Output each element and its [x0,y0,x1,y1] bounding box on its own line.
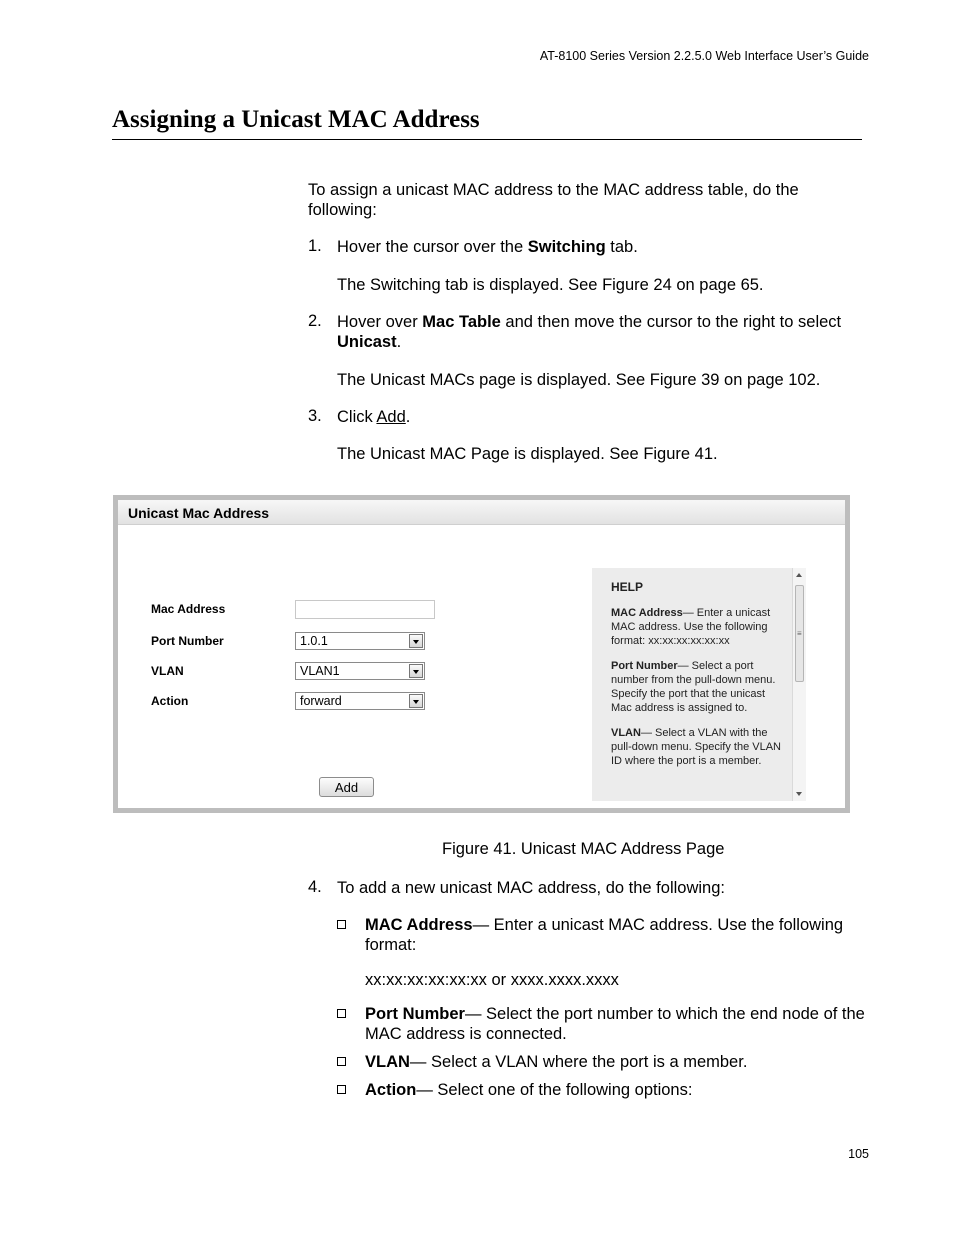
grip-icon: ≡ [797,629,802,638]
running-header: AT-8100 Series Version 2.2.5.0 Web Interface User’s Guide [539,49,869,63]
port-number-value: 1.0.1 [300,634,328,648]
step-2-number: 2. [308,312,322,330]
mac-format: xx:xx:xx:xx:xx:xx or xxxx.xxxx.xxxx [365,971,619,989]
step-1-number: 1. [308,237,322,255]
vlan-value: VLAN1 [300,664,340,678]
step-3-result: The Unicast MAC Page is displayed. See Figure 41. [337,445,718,463]
help-scrollbar[interactable] [792,568,806,801]
switching-term: Switching [527,238,606,256]
checkbox-bullet-icon [337,1009,346,1018]
action-value: forward [300,694,342,708]
bullet-vlan: VLAN— Select a VLAN where the port is a member. [365,1053,748,1071]
unicast-term: Unicast [337,333,397,351]
help-vlan: VLAN— Select a VLAN with the pull-down menu. Specify the VLAN ID where the port is a member. [611,727,781,767]
panel-header [118,500,845,525]
chevron-down-icon[interactable] [409,664,423,678]
figure-caption: Figure 41. Unicast MAC Address Page [442,840,725,858]
section-title: Assigning a Unicast MAC Address [112,106,480,133]
port-number-select[interactable] [295,632,425,650]
vlan-label: VLAN [151,664,184,678]
step-3-number: 3. [308,407,322,425]
scroll-down-arrow-icon[interactable] [796,792,802,796]
action-label: Action [151,694,189,708]
chevron-down-icon[interactable] [409,694,423,708]
mac-address-label: Mac Address [151,602,226,616]
bullet-mac-address: MAC Address— Enter a unicast MAC address. Use the following format: [365,916,844,954]
add-button[interactable]: Add [319,777,374,797]
checkbox-bullet-icon [337,1085,346,1094]
figure-screenshot [113,495,850,813]
scroll-up-arrow-icon[interactable] [796,573,802,577]
vlan-select[interactable] [295,662,425,680]
checkbox-bullet-icon [337,920,346,929]
title-rule [112,139,862,140]
port-number-label: Port Number [151,634,224,648]
step-4-number: 4. [308,878,322,896]
page-number: 105 [848,1147,869,1161]
intro-paragraph: To assign a unicast MAC address to the MAC address table, do the following: [308,181,799,219]
step-1-text: Hover the cursor over the Switching tab. [337,238,638,256]
chevron-down-icon[interactable] [409,634,423,648]
step-2-text: Hover over Mac Table and then move the cursor to the right to select Unicast. [337,313,842,351]
mac-address-input[interactable] [295,600,435,619]
help-port-number: Port Number— Select a port number from the pull-down menu. Specify the port that the unicast Mac address is assigned to. [611,660,776,714]
scroll-thumb[interactable] [795,585,804,682]
panel-title: Unicast Mac Address [128,505,270,521]
help-content [611,580,786,779]
step-4-text: To add a new unicast MAC address, do the following: [337,879,725,897]
help-panel [592,568,806,801]
action-select[interactable] [295,692,425,710]
step-1-result: The Switching tab is displayed. See Figure 24 on page 65. [337,276,764,294]
step-3-text: Click Add. [337,408,411,426]
unicast-mac-panel [118,500,845,808]
help-mac-address: MAC Address— Enter a unicast MAC address. Use the following format: xx:xx:xx:xx:xx:xx [611,607,771,647]
step-2-result: The Unicast MACs page is displayed. See Figure 39 on page 102. [337,371,821,389]
add-link[interactable]: Add [376,408,406,426]
help-heading: HELP [611,580,644,594]
bullet-action: Action— Select one of the following options: [365,1081,693,1099]
mac-table-term: Mac Table [422,313,501,331]
checkbox-bullet-icon [337,1057,346,1066]
bullet-port-number: Port Number— Select the port number to which the end node of the MAC address is connected. [365,1005,865,1043]
